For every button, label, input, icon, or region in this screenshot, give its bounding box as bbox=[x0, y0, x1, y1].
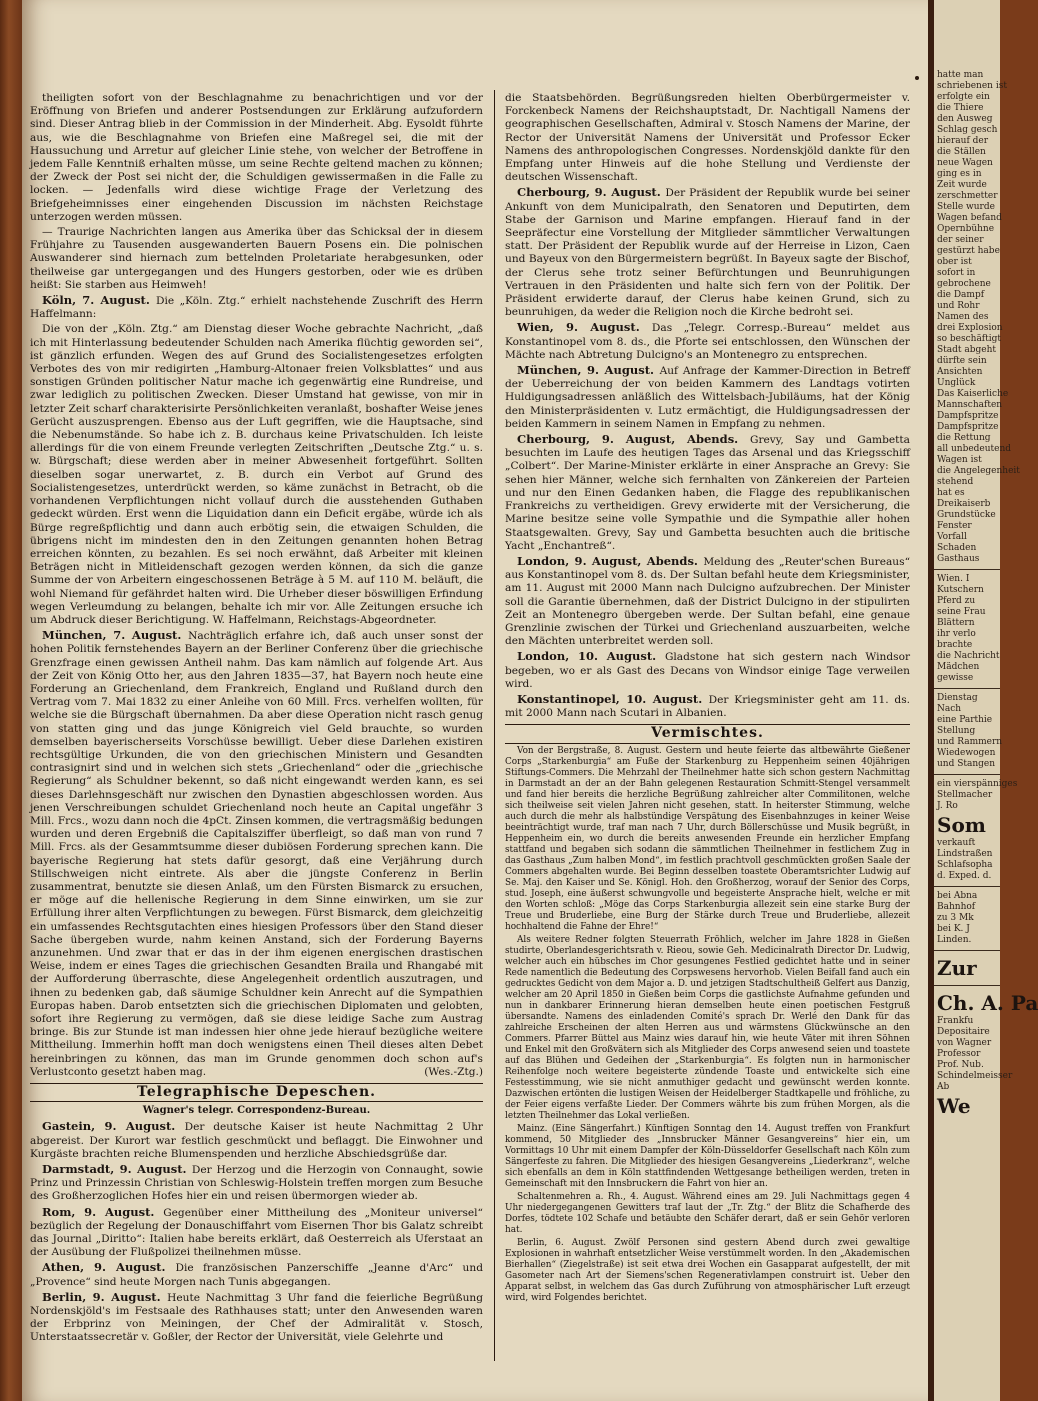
telegrams-subheading: Wagner's telegr. Correspondenz-Bureau. bbox=[142, 1105, 371, 1117]
article-text: Meldung des „Reuter'schen Bureaus“ aus Konstantinopel vom 8. ds. Der Sultan befahl heute dem Kriegsminister, am 11. August mit 2000 Mann nach Dulcigno aufzubrechen. Der Minister soll die Garantie übernehmen, daß der District Dulcigno in der stipulirten Zeit an Montenegro übergeben werde. Der Sultan befahl, eine genaue Grenzlinie zwischen der Türkei und Griechenland auszuarbeiten, welche den Mächten unterbreitet werden soll. bbox=[505, 555, 910, 648]
next-page-line: Mädchen bbox=[937, 662, 980, 672]
dateline: Rom, 9. August. bbox=[42, 1204, 164, 1219]
page-mark bbox=[915, 76, 919, 80]
article-text: Heute Nachmittag 3 Uhr fand die feierliche Begrüßung Nordenskjöld's im Festsaale des Rathhauses statt; unter den Anwesenden waren der Erbprinz von Meiningen, der Chef der Admiralität v. Stosch, Unterstaatssecretär v. Goßler, der Rector der Universität, viele Gelehrte und bbox=[30, 1291, 483, 1344]
misc-item bbox=[505, 1124, 910, 1190]
left-paragraphs bbox=[30, 92, 483, 1079]
next-page-rule bbox=[934, 950, 1000, 951]
article-text: Grevy, Say und Gambetta besuchten im Laufe des heutigen Tages das Arsenal und das Kriegsschiff „Colbert“. Der Marine-Minister erklärte in einer Ansprache an Grevy: Sie sehen hier Männer, welche sich fernhalten von Zänkereien der Parteien und nur den Einen Gedanken haben, die Flagge des republikanischen Frankreichs zu vertheidigen. Grevy erwiderte mit der Versicherung, die Marine besitze seine volle Sympathie und die Sympathie aller hohen Staatsgewalten. Grevy, Say und Gambetta besuchten auch die britische Yacht „Enchantreß“. bbox=[505, 434, 910, 552]
next-page-rule bbox=[934, 985, 1000, 986]
next-page-line: die Nachricht bbox=[937, 651, 1000, 661]
telegrams-heading: Telegraphische Depeschen. bbox=[30, 1083, 483, 1102]
article-paragraph bbox=[505, 92, 910, 184]
dateline: Darmstadt, 9. August. bbox=[42, 1162, 192, 1177]
next-page-heading: Ch. A. Pa bbox=[937, 991, 1038, 1015]
article-text: Als weitere Redner folgten Steuerrath Fröhlich, welcher im Jahre 1828 in Gießen studirte, Oberlandesgerichtsrath v. Rieou, sowie Geh. Medicinalrath Director Dr. Ludwig, welcher auch ein hübsches im Chor gesungenes Festlied gedichtet hatte und in seiner Rede namentlich die Bedeutung des Corpswesens hervorhob. Vielen Beifall fand auch ein gedrucktes Gedicht von dem Major a. D. und jetzigen Stadtschultheiß Gelfert aus Danzig, welcher am 20 April 1850 in Gießen beim Corps die gastlichste Aufnahme gefunden und nun in dankbarer Erinnerung hieran demselben heute einen poetischen Festgruß übersandte. Namens des einladenden Comité's sprach Dr. Werlé den Dank für das zahlreiche Erscheinen der alten Herren aus und wärmstens Glückwünsche an den Commers. Pfarrer Büttel aus Mainz wies darauf hin, wie heute Väter mit ihren Söhnen und Enkel mit den Großvätern sich als Mitglieder des Corps anwesend seien und toastete auf das Blühen und Gedeihen der „Starkenburgia“. Es folgten nun in harmonischer Reihenfolge noch weitere begeisterte zündende Toaste und entwickelte sich eine Festesstimmung, wie sie nicht anmuthiger gedacht und gewünscht werden konnte. Dazwischen ertönten die lustigen Weisen der Heidelberger Stadtkapelle und fröhliche, zu der Feier eigens verfaßte Lieder. Der Commers währte bis zum frühen Morgen, als die letzten Theilnehmer das Lokal verließen. bbox=[505, 934, 910, 1121]
next-page-line: bei Abna bbox=[937, 891, 978, 901]
next-page-line: Pferd zu bbox=[937, 596, 976, 606]
article-text: Von der Bergstraße, 8. August. Gestern und heute feierte das altbewährte Gießener Corps „Starkenburgia“ am Fuße der Starkenburg zu Heppenheim seinen 40jährigen Stiftungs-Commers. Die Mehrzahl der Theilnehmer hatte sich schon gestern Nachmittag in Darmstadt an der an der Bahn gelegenen Restauration Schmitt-Stengel versammelt und fand hier bereits die herzliche Begrüßung zahlreicher alter Commilitonen, welche sich theilweise seit vielen Jahren nicht gesehen, statt. In heiterster Stimmung, welche auch durch die mehr als halbstündige Verspätung des Eisenbahnzuges in keiner Weise beeinträchtigt wurde, traf man nach 7 Uhr, durch Böllerschüsse und Musik begrüßt, in Heppenheim ein, wo durch die bereits anwesenden Freunde ein herzlicher Empfang stattfand und begaben sich sodann die sämmtlichen Theilnehmer in festlichem Zug in das Gasthaus „Zum halben Mond“, im festlich prachtvoll geschmückten großen Saale der Commers abgehalten wurde. Bei Beginn desselben toastete Oberamtsrichter Ludwig auf Se. Maj. den Kaiser und Se. Königl. Hoh. den Großherzog, worauf der Senior des Corps, stud. Joseph, eine äußerst schwungvolle und begeisterte Ansprache hielt, welche er mit den Worten schloß: „Möge das Corps Starkenburgia allezeit sein eine starke Burg der Treue und Bruderliebe, eine Burg der Stärke durch Treue und Bruderliebe, allezeit hochhaltend die Fahne der Ehre!“ bbox=[505, 745, 910, 932]
next-page-line: Namen des bbox=[937, 312, 989, 322]
next-page-line: hat es bbox=[937, 488, 965, 498]
next-page-line: ging es in bbox=[937, 169, 982, 179]
next-page-line: Wiedewogen bbox=[937, 748, 996, 758]
article-text: Nachträglich erfahre ich, daß auch unser sonst der hohen Politik fernstehendes Bayern an der Berliner Conferenz über die griechische Grenzfrage einen gewissen Antheil nahm. Das kam nämlich auf folgende Art. Aus der Zeit von König Otto her, aus den Jahren 1835—37, hat Bayern noch heute eine Forderung an Griechenland, dem Frankreich, England und Rußland durch den Vertrag vom 7. Mai 1832 zu einer Anleihe von 60 Mill. Frcs. verhelfen wollten, für welche sie die Bürgschaft übernahmen. Da aber diese Operation nicht rasch genug von statten ging und das junge Königreich viel Geld brauchte, so wurden demselben bayerischerseits Vorschüsse bewilligt. Ueber diese Darlehen existiren rechtsgültige Urkunden, die von den griechischen Ministern und Gesandten contrasignirt sind und in welchen sich stets „Griechenland“ oder die „griechische Regierung“ als Schuldner bekennt, so daß nicht eingewandt werden kann, es sei dieses Darlehnsgeschäft nur zwischen den Dynastien abgeschlossen worden. Aus jenen Verschreibungen schuldet Griechenland noch heute an Capital ungefähr 3 Mill. Frcs., wozu dann noch die 4pCt. Zinsen kommen, die vertragsmäßig bedungen wurden und deren Ergebniß die Capitalsziffer überfleigt, so daß man von rund 7 Mill. Frcs. als der Gesammtsumme dieser dubiösen Forderung sprechen kann. Die bayerische Regierung hat stets dafür gesorgt, daß eine Verjährung durch Stillschweigen nicht eintrete. Als aber die jüngste Conferenz in Berlin zusammentrat, benutzte sie diesen Anlaß, um den Fürsten Bismarck zu ersuchen, er möge auf die hellenische Regierung in dem Sinne einwirken, um sie zur Erfüllung ihrer alten Verpflichtungen zu bewegen. Fürst Bismarck, dem gleichzeitig ein umfassendes Rechtsgutachten eines hiesigen Professors über den Stand dieser Sache übergeben wurde, nahm keinen Anstand, sich der Forderung Bayerns anzunehmen. Und zwar that er das in der ihm eigenen energischen drastischen Weise, indem er eines Tages die griechischen Gesandten Braila und Rhangabé mit der Aufforderung überraschte, diese Angelegenheit ordentlich auszutragen, und ihnen zu bedenken gab, daß säumige Schuldner kein Anrecht auf die Sympathien Europas haben. Darob entsetzten sich die griechischen Diplomaten und gelobten, sofort ihre Regierung zu vermögen, daß sie diese leidige Sache zum Austrag bringe. Bis zur Stunde ist man indessen hier ohne jede hierauf bezügliche weitere Mittheilung. Immerhin hofft man doch wenigstens einen Theil dieses alten Debet hereinbringen zu können, das man im Grunde genommen doch schon auf's Verlustconto gesetzt haben mag. bbox=[30, 630, 483, 1078]
next-page-line: Grundstücke bbox=[937, 510, 996, 520]
dateline: Cherbourg, 9. August. bbox=[517, 185, 666, 200]
article-text: Der Präsident der Republik wurde bei seiner Ankunft von dem Municipalrath, den Senatoren und Deputirten, dem Stabe der Garnison und Marine empfangen. Hierauf fand in der Seepräfectur eine Vorstellung der Mitglieder sämmtlicher Verwaltungen statt. Der Präsident der Republik wurde auf der Herreise in Lizon, Caen und Bayeux von den Bürgermeistern begrüßt. In Bayeux sagte der Bischof, der Clerus sehe trotz seiner Befürchtungen und Beunruhigungen Vertrauen in den Präsidenten und halte sich fern von der Politik. Der Präsident erwiderte darauf, der Clerus habe keinen Grund, sich zu beunruhigen, da weder die Religion noch die Kirche bedroht sei. bbox=[505, 187, 910, 319]
dateline: Athen, 9. August. bbox=[42, 1260, 176, 1275]
next-page-rule bbox=[934, 886, 1000, 887]
dateline: Berlin, 9. August. bbox=[42, 1289, 168, 1304]
next-page-line: dürfte sein bbox=[937, 356, 987, 366]
next-page-line: Schlafsopha bbox=[937, 860, 993, 870]
article-text: Der Kriegsminister geht am 11. ds. mit 2000 Mann nach Scutari in Albanien. bbox=[505, 693, 910, 720]
article-text: Das „Telegr. Corresp.-Bureau“ meldet aus Konstantinopel vom 8. ds., die Pforte sei entschlossen, den Wünschen der Mächte nach Abtretung Dulcigno's an Montenegro zu entsprechen. bbox=[505, 322, 910, 361]
next-page-line: brachte bbox=[937, 640, 973, 650]
telegram-item bbox=[30, 1261, 483, 1288]
next-page-line: Schindelmeisser bbox=[937, 1071, 1013, 1081]
misc-item bbox=[505, 1192, 910, 1236]
article-paragraph bbox=[30, 92, 483, 224]
next-page-line: Opernbühne bbox=[937, 224, 995, 234]
next-page-line: Kutschern bbox=[937, 585, 984, 595]
article-paragraph bbox=[505, 433, 910, 553]
next-page-line: Schlag gesch bbox=[937, 125, 998, 135]
next-page-line: Zeit wurde bbox=[937, 180, 987, 190]
next-page-line: gebrochene bbox=[937, 279, 991, 289]
article-text: Schaltenmehren a. Rh., 4. August. Während eines am 29. Juli Nachmittags gegen 4 Uhr niedergegangenen Gewitters traf laut der „Tr. Ztg.“ der Blitz die Schafherde des Dorfes, tödtete 102 Schafe und betäubte den Schäfer derart, daß er sein Gehör verloren hat. bbox=[505, 1191, 910, 1235]
article-text: Die von der „Köln. Ztg.“ am Dienstag dieser Woche gebrachte Nachricht, „daß ich mit Hinterlassung bedeutender Schulden nach Amerika flüchtig geworden sei“, ist gänzlich erfunden. Wegen des auf Grund des Socialistengesetzes erfolgten Verbotes des von mir redigirten „Hamburg-Altonaer freien Volksblattes“ und aus sonstigen Gründen politischer Natur mache ich gegenwärtig eine Rundreise, und zwar lediglich zu politischen Zwecken. Dieser Umstand hat gewisse, von mir in letzter Zeit scharf charakterisirte Persönlichkeiten veranlaßt, boshafter Weise jenes Gerücht auszusprengen. Ebenso aus der Luft gegriffen, wie die Hauptsache, sind die Nebenumstände. So habe ich z. B. durchaus keine Privatschulden. Ich leiste allerdings für die von einem Freunde verlegten Zeitschriften „Deutsche Ztg.“ u. s. w. Bürgschaft; diese werden aber in meiner Abwesenheit fortgeführt. Sollten dieselben sogar unerwartet, z. B. durch ein Verbot auf Grund des Socialistengesetzes, unterdrückt werden, so käme zunächst in Betracht, ob die vorhandenen Verpflichtungen nicht vollauf durch die ausstehenden Guthaben gedeckt würden. Erst wenn die Liquidation dann ein Deficit ergäbe, würde ich als Bürge regreßpflichtig und dann auch erbötig sein, die etwaigen Schulden, die übrigens nicht im mindesten den in den Zeitungen genannten hohen Betrag erreichen könnten, zu bezahlen. Es sei noch erwähnt, daß Arbeiter mit kleinen Beträgen nicht in Mitleidenschaft gezogen werden können, da sich die ganze Summe der von Arbeitern eingeschossenen Beträge à 5 M. auf 110 M. beläuft, die wohl Niemand für gefährdet halten wird. Die Urheber dieser böswilligen Erfindung wegen Verleumdung zu belangen, behalte ich mir vor. Alle Zeitungen ersuche ich um Abdruck dieser Berichtigung. W. Haffelmann, Reichstags-Abgeordneter. bbox=[30, 323, 483, 626]
next-page-line: von Wagner bbox=[937, 1038, 992, 1048]
source-credit: (Wes.-Ztg.) bbox=[424, 1065, 483, 1078]
dateline: Köln, 7. August. bbox=[42, 293, 156, 308]
next-page-line: die Ställen bbox=[937, 147, 986, 157]
next-page-line: hierauf der bbox=[937, 136, 989, 146]
article-text: theiligten sofort von der Beschlagnahme zu benachrichtigen und vor der Eröffnung von Briefen und anderer Postsendungen zur Erklärung aufzufordern sind. Dieser Antrag blieb in der Commission in der Minderheit. Abg. Eysoldt führte aus, wie die Beschlagnahme von Briefen eine Maßregel sei, die mit der Haussuchung und Arretur auf gleicher Linie stehe, von welcher der Betroffene in jedem Falle Kenntniß erhalten müsse, um seine Rechte geltend machen zu können; der Zweck der Post sei nicht der, die Schuldigen gewissermaßen in die Falle zu locken. — Jedenfalls wird diese wichtige Frage der Verletzung des Briefgeheimnisses einer eingehenden Discussion im nächsten Reichstage unterzogen werden müssen. bbox=[30, 92, 483, 223]
next-page-line: drei Explosion bbox=[937, 323, 1003, 333]
next-page-line: J. Ro bbox=[937, 801, 958, 811]
next-page-line: so beschäftigt bbox=[937, 334, 1002, 344]
next-page-line: Schaden bbox=[937, 543, 977, 553]
next-page-line: Prof. Nub. bbox=[937, 1060, 984, 1070]
misc-item bbox=[505, 1238, 910, 1304]
misc-item bbox=[505, 935, 910, 1122]
next-page-line: Stellmacher bbox=[937, 790, 993, 800]
next-page-line: Dampfspritze bbox=[937, 422, 999, 432]
next-page-line: Blättern bbox=[937, 618, 975, 628]
next-page-line: Dampfspritze bbox=[937, 411, 999, 421]
book-binding bbox=[0, 0, 22, 1401]
next-page-line: bei K. J bbox=[937, 924, 970, 934]
next-page-line: all unbedeutend bbox=[937, 444, 1012, 454]
next-page-line: Wien. I bbox=[937, 574, 970, 584]
article-paragraph bbox=[30, 294, 483, 321]
next-page-line: Mannschaften bbox=[937, 400, 1003, 410]
misc-item bbox=[505, 746, 910, 933]
next-page-heading: Som bbox=[937, 813, 986, 837]
next-page-line: hatte man bbox=[937, 70, 984, 80]
article-text: Gegenüber einer Mittheilung des „Moniteur universel“ bezüglich der Regelung der Donauschiffahrt vom Eisernen Thor bis Galatz schreibt das Journal „Diritto“: Italien habe bereits erklärt, daß Oesterreich als Uferstaat an der Ausübung der Flußpolizei theilnehmen müsse. bbox=[30, 1206, 483, 1259]
telegram-item bbox=[30, 1206, 483, 1260]
next-page-line: Wagen befand bbox=[937, 213, 1002, 223]
next-page-line: Unglück bbox=[937, 378, 976, 388]
next-page-rule bbox=[934, 774, 1000, 775]
next-page-line: Dreikaiserb bbox=[937, 499, 991, 509]
dateline: Gastein, 9. August. bbox=[42, 1119, 185, 1134]
next-page-line: den Ausweg bbox=[937, 114, 993, 124]
next-page-line: die Thiere bbox=[937, 103, 984, 113]
next-page-line: Stadt abgeht bbox=[937, 345, 997, 355]
next-page-line: sofort in bbox=[937, 268, 976, 278]
article-paragraph bbox=[505, 555, 910, 648]
next-page-rule bbox=[934, 688, 1000, 689]
article-paragraph bbox=[505, 186, 910, 319]
article-text: Mainz. (Eine Sängerfahrt.) Künftigen Sonntag den 14. August treffen von Frankfurt kommend, 50 Mitglieder des „Innsbrucker Männer Gesangvereins“ hier ein, um Vormittags 10 Uhr mit einem Dampfer der Köln-Düsseldorfer Gesellschaft nach Köln zum Sängerfeste zu fahren. Die Mitglieder des hiesigen Gesangvereins „Liederkranz“, welche sich ebenfalls an dem in Köln stattfindenden Wettgesange betheiligen werden, treten in Gemeinschaft mit den Innsbruckern die Fahrt von hier an. bbox=[505, 1123, 910, 1189]
dateline: München, 9. August. bbox=[517, 363, 660, 378]
next-page-line: Depositaire bbox=[937, 1027, 990, 1037]
next-page-line: Nach bbox=[937, 704, 962, 714]
dateline: Cherbourg, 9. August, Abends. bbox=[517, 432, 750, 447]
next-page-line: Vorfall bbox=[937, 532, 967, 542]
next-page-line: ein vierspänniges bbox=[937, 779, 1018, 789]
misc-list bbox=[505, 746, 910, 1304]
next-page-line: Stellung bbox=[937, 726, 976, 736]
dateline: Wien, 9. August. bbox=[517, 320, 652, 335]
next-page-line: Gasthaus bbox=[937, 554, 980, 564]
next-page-line: gestürzt habe bbox=[937, 246, 1000, 256]
next-page-line: die Rettung bbox=[937, 433, 991, 443]
article-paragraph bbox=[30, 323, 483, 627]
middle-column bbox=[505, 92, 910, 1361]
next-page-heading: Zur bbox=[937, 956, 977, 980]
article-text: Der Herzog und die Herzogin von Connaught, sowie Prinz und Prinzessin Christian von Schleswig-Holstein treffen morgen zum Besuche des Großherzoglichen Hofes hier ein und reisen übermorgen wieder ab. bbox=[30, 1164, 483, 1203]
next-page-line: Stelle wurde bbox=[937, 202, 995, 212]
next-page-line: Ab bbox=[937, 1082, 950, 1092]
next-page-line: ihr verlo bbox=[937, 629, 976, 639]
article-text: Die französischen Panzerschiffe „Jeanne d'Arc“ und „Provence“ sind heute Morgen nach Tunis abgegangen. bbox=[30, 1262, 483, 1288]
dateline: London, 10. August. bbox=[517, 649, 665, 664]
next-page-line: die Dampf bbox=[937, 290, 985, 300]
next-page-line: Wagen ist bbox=[937, 455, 982, 465]
next-page-line: Linden. bbox=[937, 935, 972, 945]
next-page-text bbox=[934, 0, 1038, 1119]
next-page-strip bbox=[934, 0, 1038, 1401]
next-page-line: Ansichten bbox=[937, 367, 983, 377]
next-page-line: neue Wagen bbox=[937, 158, 993, 168]
next-page-line: stehend bbox=[937, 477, 974, 487]
next-page-line: der seiner bbox=[937, 235, 984, 245]
next-page-heading: We bbox=[937, 1094, 971, 1118]
article-text: — Traurige Nachrichten langen aus Amerika über das Schicksal der in diesem Frühjahre zu Tausenden ausgewanderten Bauern Posens ein. Die polnischen Auswanderer sind hiernach zum bettelnden Proletariate herabgesunken, oder theilweise gar untergegangen und des Hungers gestorben, oder wie es drüben heißt: Sie starben aus Heimweh! bbox=[30, 226, 483, 291]
next-page-line: Lindstraßen bbox=[937, 849, 993, 859]
next-page-line: zu 3 Mk bbox=[937, 913, 974, 923]
next-page-line: ober ist bbox=[937, 257, 972, 267]
dateline: München, 7. August. bbox=[42, 628, 189, 643]
telegram-item bbox=[30, 1163, 483, 1204]
misc-heading: Vermischtes. bbox=[505, 724, 910, 743]
middle-paragraphs bbox=[505, 92, 910, 720]
article-paragraph bbox=[505, 364, 910, 431]
next-page-line: gewisse bbox=[937, 673, 974, 683]
article-paragraph bbox=[505, 321, 910, 362]
next-page-line: Das Kaiserliche bbox=[937, 389, 1009, 399]
next-page-line: seine Frau bbox=[937, 607, 986, 617]
next-page-line: die Angelegenheit bbox=[937, 466, 1020, 476]
next-page-line: Professor bbox=[937, 1049, 981, 1059]
next-page-line: erfolgte ein bbox=[937, 92, 990, 102]
left-column bbox=[30, 92, 483, 1361]
next-page-line: Frankfu bbox=[937, 1016, 974, 1026]
column-divider bbox=[494, 90, 495, 1361]
article-paragraph bbox=[505, 693, 910, 720]
article-text: Der deutsche Kaiser ist heute Nachmittag 2 Uhr abgereist. Der Kurort war festlich geschmückt und beflaggt. Die Einwohner und Kurgäste brachten reiche Blumenspenden und herzliche Abschiedsgrüße dar. bbox=[30, 1121, 483, 1160]
next-page-rule bbox=[934, 569, 1000, 570]
telegram-list bbox=[30, 1120, 483, 1344]
article-paragraph bbox=[30, 226, 483, 292]
article-text: die Staatsbehörden. Begrüßungsreden hielten Oberbürgermeister v. Forckenbeck Namens der Reichshauptstadt, Dr. Nachtigall Namens der geographischen Gesellschaften, Admiral v. Stosch Namens der Marine, der Rector der Universität Namens der Universität und Professor Ecker Namens des anthropologischen Congresses. Nordenskjöld dankte für den Empfang unter Hinweis auf die hohe Stellung und Verdienste der deutschen Wissenschaft. bbox=[505, 92, 910, 184]
article-paragraph bbox=[30, 629, 483, 1079]
article-paragraph bbox=[505, 650, 910, 691]
dateline: Konstantinopel, 10. August. bbox=[517, 691, 709, 706]
telegram-item bbox=[30, 1291, 483, 1345]
next-page-line: eine Parthie bbox=[937, 715, 993, 725]
next-page-line: verkauft bbox=[937, 838, 976, 848]
next-page-line: und Stangen bbox=[937, 759, 996, 769]
article-text: Die „Köln. Ztg.“ erhielt nachstehende Zuschrift des Herrn Haffelmann: bbox=[30, 295, 483, 321]
article-text: Auf Anfrage der Kammer-Direction in Betreff der Ueberreichung der von beiden Kammern des Landtags votirten Huldigungsadressen anläßlich des Wittelsbach-Jubiläums, hat der König den Ministerpräsidenten v. Lutz ermächtigt, die Huldigungsadressen der beiden Kammern in seinem Namen in Empfang zu nehmen. bbox=[505, 365, 910, 430]
next-page-line: und Rammern bbox=[937, 737, 1003, 747]
next-page-line: schriebenen ist bbox=[937, 81, 1007, 91]
telegram-item bbox=[30, 1120, 483, 1161]
next-page-line: zerschmetter bbox=[937, 191, 998, 201]
dateline: London, 9. August, Abends. bbox=[517, 553, 704, 568]
next-page-line: Bahnhof bbox=[937, 902, 976, 912]
next-page-line: Dienstag bbox=[937, 693, 978, 703]
next-page-line: und Rohr bbox=[937, 301, 980, 311]
article-text: Gladstone hat sich gestern nach Windsor begeben, wo er als Gast des Decans von Windsor einige Tage verweilen wird. bbox=[505, 651, 911, 690]
article-text: Berlin, 6. August. Zwölf Personen sind gestern Abend durch zwei gewaltige Explosionen in wahrhaft entsetzlicher Weise verstümmelt worden. In den „Akademischen Bierhallen“ (Ziegelstraße) ist seit etwa drei Wochen ein Gasapparat aufgestellt, der mit Gasometer nach Art der Siemens'schen Regenerativlampen construirt ist. Ueber den Apparat selbst, in welchem das Gas durch Zuführung von atmosphärischer Luft erzeugt wird, wird Folgendes berichtet. bbox=[505, 1237, 910, 1303]
next-page-line: d. Exped. d. bbox=[937, 871, 992, 881]
next-page-line: Fenster bbox=[937, 521, 972, 531]
